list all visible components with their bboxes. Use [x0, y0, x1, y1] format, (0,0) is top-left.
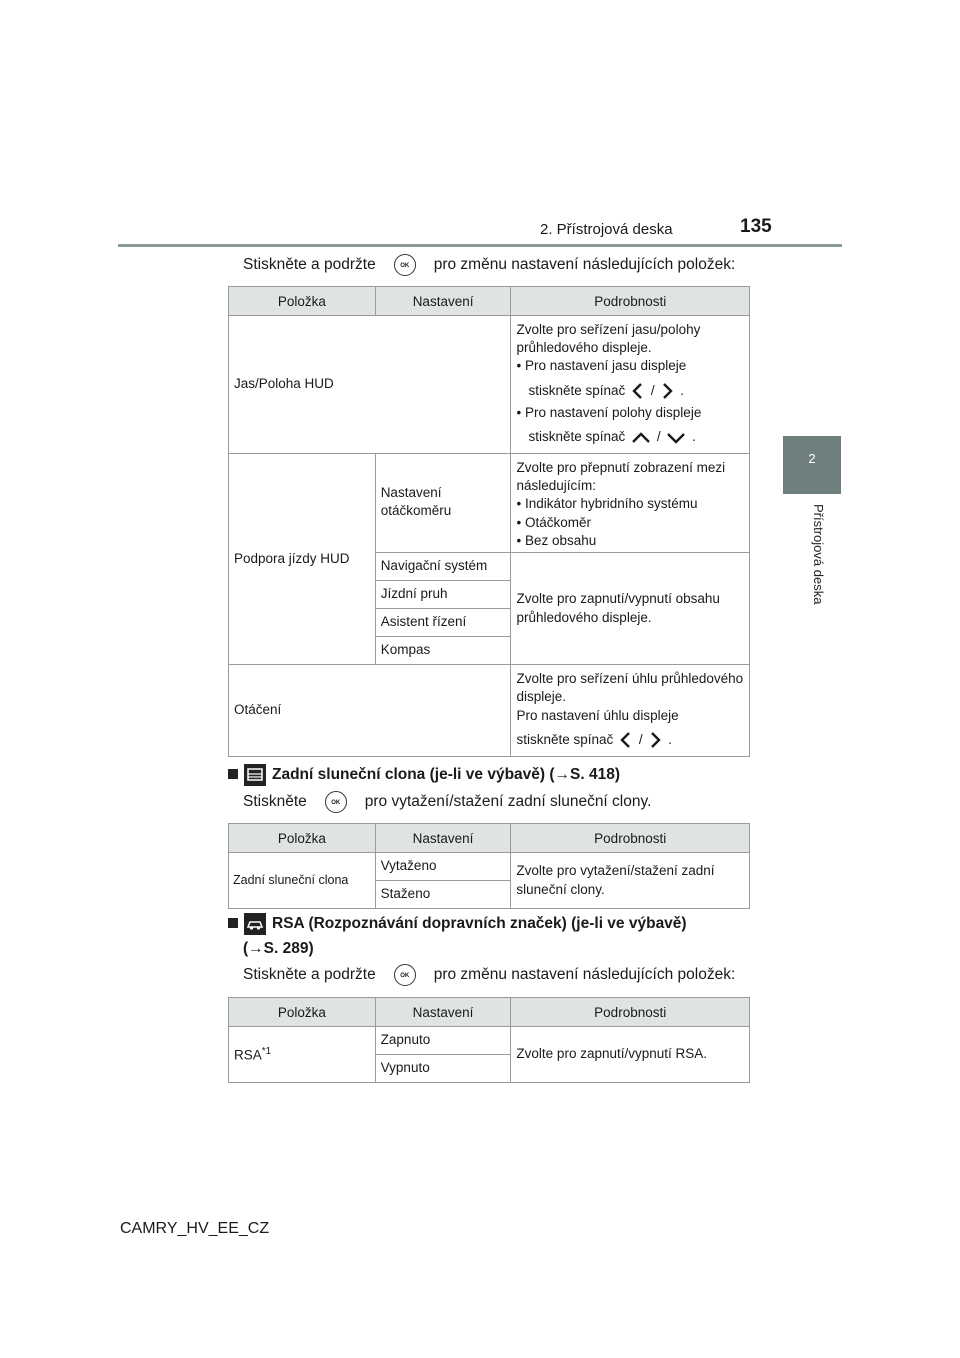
- column-header-item: Položka: [229, 824, 376, 853]
- details-cell: Zvolte pro zapnutí/vypnutí RSA.: [511, 1027, 750, 1083]
- document-code: CAMRY_HV_EE_CZ: [120, 1220, 270, 1237]
- item-cell: Zadní sluneční clona: [229, 853, 376, 909]
- car-sign-icon: [244, 913, 266, 935]
- section-heading-text: RSA (Rozpoznávání dopravních značek) (je-li ve výbavě): [272, 915, 687, 933]
- detail-press-text: stiskněte spínač: [516, 731, 614, 747]
- detail-bullet: • Indikátor hybridního systému: [516, 496, 698, 512]
- table-header-row: [229, 287, 750, 316]
- chevron-right-icon: [648, 731, 662, 749]
- chevron-right-icon: [660, 382, 674, 400]
- item-cell: Jas/Poloha HUD: [229, 316, 511, 454]
- intro-text-before: Stiskněte a podržte: [243, 966, 376, 984]
- details-cell: Zvolte pro zapnutí/vypnutí obsahu průhledového displeje.: [511, 553, 750, 665]
- table-row: [229, 454, 750, 553]
- detail-bullet: • Pro nastavení jasu displeje: [516, 358, 687, 374]
- ok-button-icon: OK: [394, 964, 416, 986]
- detail-text: Zvolte pro seřízení úhlu průhledového displeje.: [516, 671, 744, 705]
- detail-text: Pro nastavení úhlu displeje: [516, 707, 679, 723]
- item-cell: Podpora jízdy HUD: [229, 454, 376, 665]
- setting-cell: Jízdní pruh: [375, 581, 511, 609]
- table-header-row: [229, 824, 750, 853]
- intro-text-after: pro změnu nastavení následujících položek:: [433, 256, 736, 274]
- header-divider: [118, 244, 842, 247]
- details-cell: [511, 454, 750, 553]
- table-header-row: [229, 998, 750, 1027]
- section-heading-text: Zadní sluneční clona (je-li ve výbavě) (→S. 418): [272, 766, 621, 784]
- details-cell: Zvolte pro vytažení/stažení zadní sluneční clony.: [511, 853, 750, 909]
- detail-text: Zvolte pro přepnutí zobrazení mezi následujícím:: [516, 460, 726, 494]
- ok-button-icon: OK: [325, 791, 347, 813]
- section-title: 2. Přístrojová deska: [540, 221, 673, 238]
- item-cell: Otáčení: [229, 665, 511, 757]
- hud-settings-table: [228, 286, 750, 757]
- setting-cell: Nastavení otáčkoměru: [375, 454, 511, 553]
- column-header-item: Položka: [229, 998, 376, 1027]
- detail-bullet: • Bez obsahu: [516, 532, 597, 548]
- chevron-left-icon: [619, 731, 633, 749]
- period: .: [692, 429, 696, 445]
- setting-cell: Zapnuto: [375, 1027, 511, 1055]
- column-header-item: Položka: [229, 287, 376, 316]
- sunshade-table: [228, 823, 750, 909]
- setting-cell: Vytaženo: [375, 853, 511, 881]
- detail-press-line: [516, 428, 744, 446]
- slash: /: [638, 731, 643, 747]
- slash: /: [656, 429, 661, 445]
- intro-line-1: [243, 254, 735, 276]
- chapter-tab-label: Přístrojová deska: [811, 504, 826, 605]
- column-header-setting: Nastavení: [375, 998, 511, 1027]
- setting-cell: Asistent řízení: [375, 609, 511, 637]
- square-bullet-icon: [228, 918, 238, 928]
- period: .: [668, 731, 672, 747]
- ok-button-icon: OK: [394, 254, 416, 276]
- intro-text-before: Stiskněte: [243, 793, 307, 811]
- item-cell: [229, 1027, 376, 1083]
- setting-cell: Staženo: [375, 881, 511, 909]
- chevron-up-icon: [631, 431, 651, 445]
- detail-bullet: • Pro nastavení polohy displeje: [516, 405, 702, 421]
- chapter-tab-number: 2: [783, 436, 841, 494]
- page-number: 135: [740, 216, 772, 237]
- section-heading-ref: (→S. 289): [243, 940, 314, 957]
- table-row: [229, 316, 750, 454]
- column-header-setting: Nastavení: [375, 824, 511, 853]
- period: .: [680, 382, 684, 398]
- detail-press-text: stiskněte spínač: [528, 429, 626, 445]
- intro-text-after: pro změnu nastavení následujících položek:: [433, 966, 736, 984]
- column-header-details: Podrobnosti: [511, 824, 750, 853]
- details-cell: [511, 665, 750, 757]
- table-row: [229, 665, 750, 757]
- square-bullet-icon: [228, 769, 238, 779]
- table-row: [229, 1027, 750, 1055]
- detail-press-text: stiskněte spínač: [528, 382, 626, 398]
- column-header-details: Podrobnosti: [511, 998, 750, 1027]
- detail-press-line: [516, 382, 744, 400]
- section-heading-rear-sunshade: [228, 764, 620, 786]
- setting-cell: Kompas: [375, 637, 511, 665]
- setting-cell: Navigační systém: [375, 553, 511, 581]
- slash: /: [650, 382, 655, 398]
- intro-line-3: [243, 964, 735, 986]
- item-text: RSA: [234, 1047, 262, 1063]
- intro-text-before: Stiskněte a podržte: [243, 256, 376, 274]
- rsa-table: [228, 997, 750, 1083]
- detail-press-line: [516, 731, 744, 749]
- chevron-left-icon: [631, 382, 645, 400]
- detail-text: Zvolte pro seřízení jasu/polohy průhledového displeje.: [516, 322, 701, 356]
- sunshade-icon: [244, 764, 266, 786]
- footnote-mark: *1: [261, 1045, 272, 1057]
- intro-text-after: pro vytažení/stažení zadní sluneční clony.: [364, 793, 652, 811]
- column-header-details: Podrobnosti: [511, 287, 750, 316]
- detail-bullet: • Otáčkoměr: [516, 514, 591, 530]
- setting-cell: Vypnuto: [375, 1055, 511, 1083]
- table-row: [229, 853, 750, 881]
- chevron-down-icon: [666, 431, 686, 445]
- column-header-setting: Nastavení: [375, 287, 511, 316]
- intro-line-2: [243, 791, 651, 813]
- section-heading-rsa: [228, 913, 687, 935]
- details-cell: [511, 316, 750, 454]
